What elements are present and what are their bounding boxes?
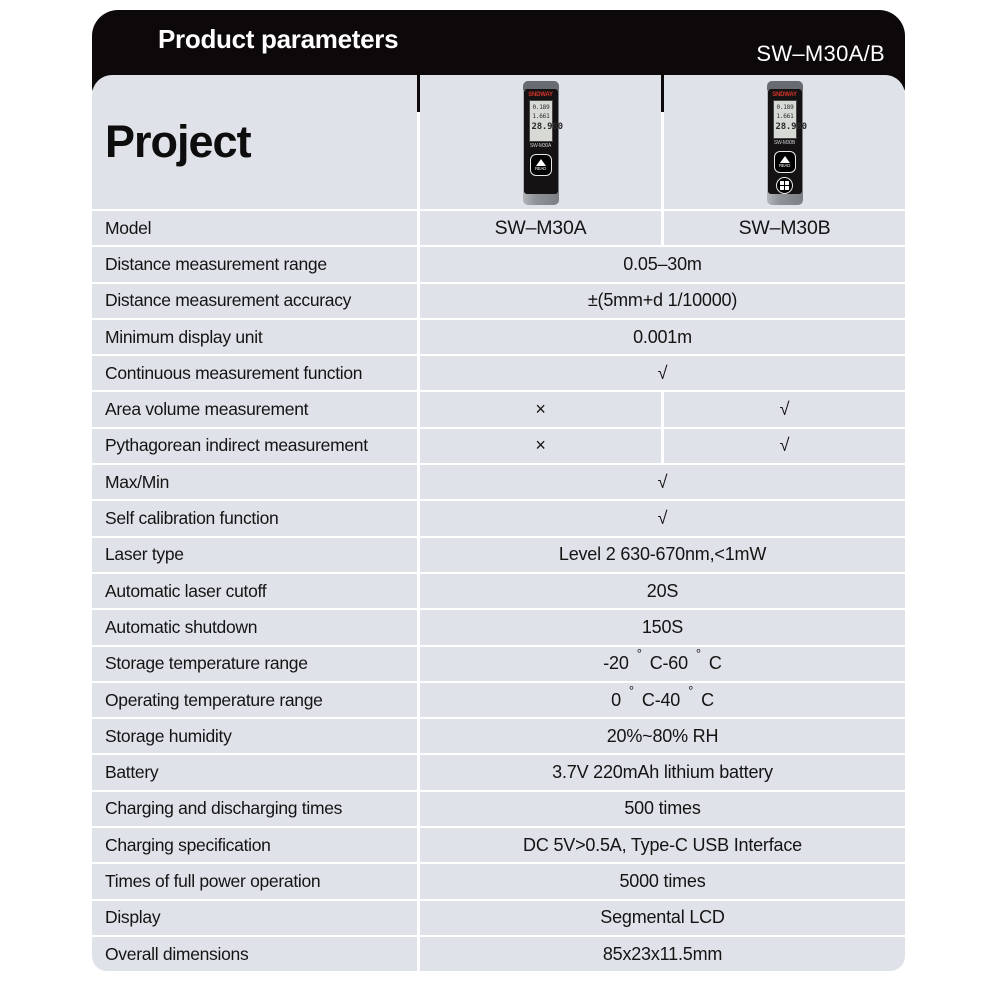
row-value-a: × (420, 392, 661, 426)
row-value: 85x23x11.5mm (420, 937, 905, 971)
project-title: Project (105, 116, 251, 167)
read-button-label: READ (778, 163, 791, 169)
product-parameters-card (92, 10, 905, 976)
row-value: Level 2 630-670nm,<1mW (420, 538, 905, 572)
row-value: 20%~80% RH (420, 719, 905, 753)
temp-part: C-40 (641, 689, 681, 710)
grid-dot (780, 181, 784, 185)
table-row (92, 429, 905, 463)
lcd-line-3: 28.980 (531, 122, 563, 132)
device-b-cell (664, 75, 905, 209)
lcd-line-1: 0.189 (532, 104, 550, 111)
grid-dot (785, 181, 789, 185)
row-value: 500 times (420, 792, 905, 826)
table-row (92, 392, 905, 426)
laser-triangle-icon (536, 159, 546, 166)
row-value-check: √ (420, 356, 905, 390)
table-row-project (92, 75, 905, 209)
laser-triangle-icon (780, 156, 790, 163)
spec-table (92, 75, 905, 971)
table-row (92, 320, 905, 354)
row-label: Times of full power operation (92, 864, 417, 898)
device-front-panel (768, 89, 807, 194)
degree-symbol: ° (628, 682, 634, 698)
table-row (92, 755, 905, 789)
row-label: Battery (92, 755, 417, 789)
table-row (92, 683, 905, 717)
temp-part: C (708, 653, 722, 674)
row-label: Charging and discharging times (92, 792, 417, 826)
lcd-line-3: 28.980 (775, 122, 807, 132)
row-label: Distance measurement range (92, 247, 417, 281)
lcd-screen (529, 100, 563, 142)
row-label: Self calibration function (92, 501, 417, 535)
row-value-check: √ (420, 465, 905, 499)
row-label: Storage humidity (92, 719, 417, 753)
brand-logo: SNDWAY (772, 92, 797, 98)
table-row (92, 284, 905, 318)
table-row (92, 828, 905, 862)
row-label: Overall dimensions (92, 937, 417, 971)
row-label: Laser type (92, 538, 417, 572)
row-label: Charging specification (92, 828, 417, 862)
row-value-check: √ (420, 501, 905, 535)
row-label: Max/Min (92, 465, 417, 499)
degree-symbol: ° (636, 646, 642, 662)
degree-symbol: ° (688, 682, 694, 698)
device-front-panel (524, 89, 563, 194)
brand-logo: SNDWAY (528, 92, 553, 98)
row-value-temperature (420, 683, 905, 717)
row-label: Storage temperature range (92, 647, 417, 681)
table-row (92, 501, 905, 535)
table-row (92, 719, 905, 753)
table-row (92, 465, 905, 499)
row-label: Automatic laser cutoff (92, 574, 417, 608)
table-row (92, 901, 905, 935)
row-value: DC 5V>0.5A, Type-C USB Interface (420, 828, 905, 862)
lcd-line-2: 1.661 (532, 113, 550, 120)
row-value-b: √ (664, 429, 905, 463)
device-model-caption: SW-M30B (773, 140, 796, 146)
row-label: Area volume measurement (92, 392, 417, 426)
table-row (92, 864, 905, 898)
header-model-code: SW–M30A/B (756, 41, 885, 66)
table-row (92, 574, 905, 608)
row-value: Segmental LCD (420, 901, 905, 935)
lcd-screen (773, 100, 807, 139)
row-value-b: √ (664, 392, 905, 426)
row-value: 5000 times (420, 864, 905, 898)
row-label: Automatic shutdown (92, 610, 417, 644)
degree-symbol: ° (695, 646, 701, 662)
temp-part: C (701, 689, 714, 710)
temp-part: -20 (603, 653, 629, 674)
model-b-value: SW–M30B (664, 211, 905, 245)
lcd-line-1: 0.189 (776, 104, 794, 111)
temp-part: C-60 (649, 653, 688, 674)
read-button (530, 154, 552, 176)
grid-dot (785, 186, 789, 190)
read-button-label: READ (534, 166, 547, 172)
lcd-line-2: 1.661 (776, 113, 794, 120)
read-button (774, 151, 796, 173)
table-row (92, 610, 905, 644)
row-value: 20S (420, 574, 905, 608)
row-value: 0.001m (420, 320, 905, 354)
row-label: Pythagorean indirect measurement (92, 429, 417, 463)
row-value: 150S (420, 610, 905, 644)
table-row (92, 647, 905, 681)
table-row (92, 356, 905, 390)
table-row-model (92, 211, 905, 245)
table-row (92, 247, 905, 281)
row-label: Model (92, 211, 417, 245)
row-label: Minimum display unit (92, 320, 417, 354)
row-value-a: × (420, 429, 661, 463)
device-image-sw-m30a (520, 81, 562, 205)
project-label-cell (92, 75, 417, 209)
table-row (92, 792, 905, 826)
model-a-value: SW–M30A (420, 211, 661, 245)
temp-part: 0 (611, 689, 621, 710)
row-label: Operating temperature range (92, 683, 417, 717)
device-image-sw-m30b (764, 81, 806, 205)
grid-dot (780, 186, 784, 190)
device-model-caption: SW-M30A (529, 143, 552, 149)
row-value: 3.7V 220mAh lithium battery (420, 755, 905, 789)
row-label: Display (92, 901, 417, 935)
row-value: ±(5mm+d 1/10000) (420, 284, 905, 318)
row-label: Distance measurement accuracy (92, 284, 417, 318)
menu-grid-button (776, 177, 793, 194)
row-label: Continuous measurement function (92, 356, 417, 390)
page-title: Product parameters (158, 24, 399, 54)
table-row (92, 937, 905, 971)
row-value: 0.05–30m (420, 247, 905, 281)
row-value-temperature (420, 647, 905, 681)
device-a-cell (420, 75, 661, 209)
table-row (92, 538, 905, 572)
